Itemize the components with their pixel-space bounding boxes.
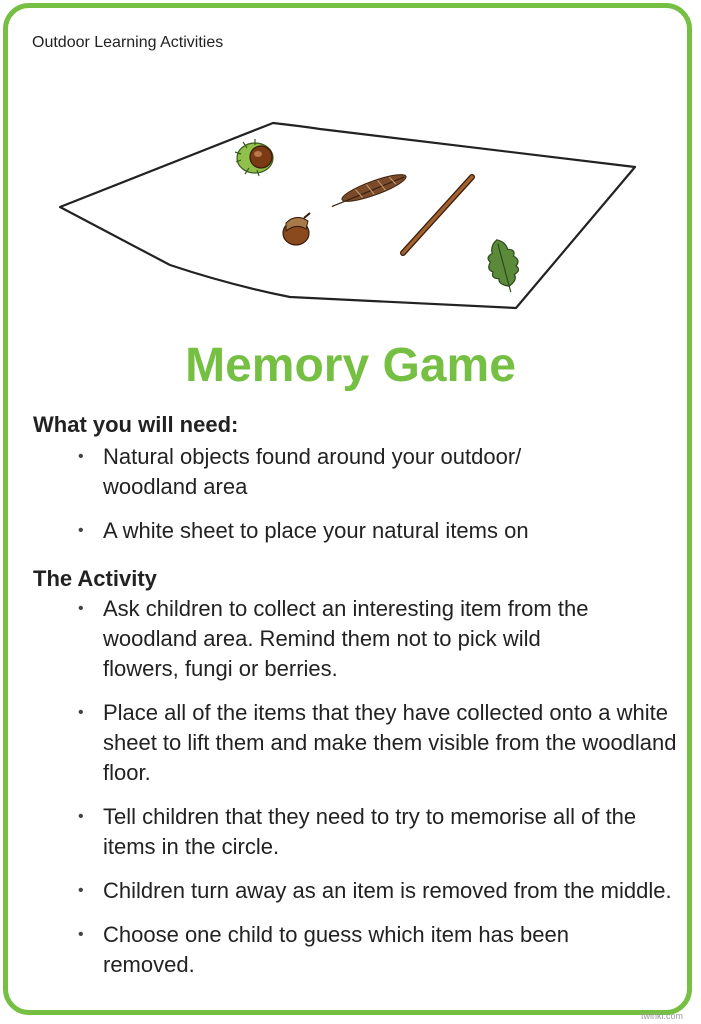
- page-title: Memory Game: [185, 339, 516, 392]
- list-item: • A white sheet to place your natural items on: [78, 516, 678, 546]
- list-item: • Place all of the items that they have collected onto a white sheet to lift them and make them visible from the woodland floor.: [78, 698, 678, 788]
- list-item: • Tell children that they need to try to memorise all of the items in the circle.: [78, 802, 678, 862]
- activity-heading: The Activity: [33, 566, 157, 591]
- list-item: • Choose one child to guess which item has been removed.: [78, 920, 623, 980]
- illustration: [50, 115, 650, 315]
- list-item: • Children turn away as an item is removed from the middle.: [78, 876, 678, 906]
- list-item: • Ask children to collect an interesting item from the woodland area. Remind them not to pick wild flowers, fungi or berries.: [78, 594, 608, 684]
- activity-list: [78, 594, 678, 980]
- need-list: [78, 442, 678, 546]
- brand-watermark: twinkl.com: [640, 1011, 683, 1021]
- need-heading: What you will need:: [33, 412, 239, 437]
- sheet-icon: [60, 123, 635, 308]
- page-header: Outdoor Learning Activities: [32, 34, 224, 51]
- list-item: • Natural objects found around your outdoor/ woodland area: [78, 442, 573, 502]
